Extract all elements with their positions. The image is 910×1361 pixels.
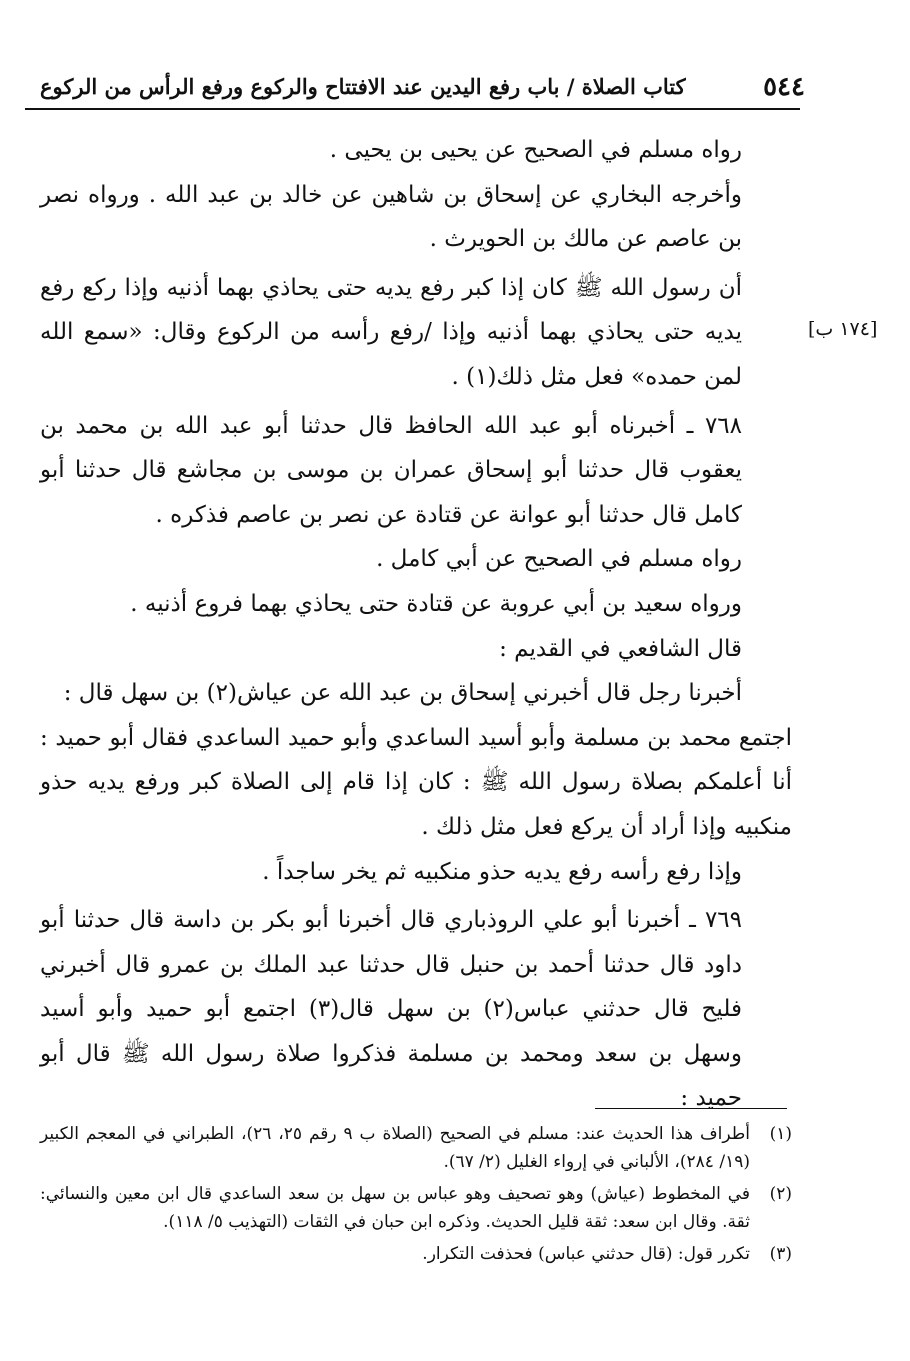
footnote — [40, 1120, 792, 1176]
footnote-number: (٣) — [769, 1244, 792, 1264]
paragraph: رواه مسلم في الصحيح عن أبي كامل . — [376, 546, 742, 573]
paragraph: وإذا رفع رأسه رفع يديه حذو منكبيه ثم يخر ساجداً . — [262, 858, 742, 885]
footnote-number: (١) — [769, 1124, 792, 1144]
footnote-text: أطراف هذا الحديث عند: مسلم في الصحيح (الصلاة ب ٩ رقم ٢٥، ٢٦)، الطبراني في المعجم الكبير (١٩/ ٢٨٤)، الألباني في إرواء الغليل (٢/ ٦٧). — [40, 1124, 751, 1172]
paragraph: أخبرنا رجل قال أخبرني إسحاق بن عبد الله عن عياش(٢) بن سهل قال : — [63, 680, 742, 707]
header-rule — [25, 108, 800, 110]
paragraph: قال الشافعي في القديم : — [499, 635, 742, 662]
paragraph: أن رسول الله ﷺ كان إذا كبر رفع يديه حتى يحاذي بهما أذنيه وإذا ركع رفع يديه حتى يحاذي بهما أذنيه وإذا /رفع رأسه من الركوع وقال: «سمع الله لمن حمده» فعل مثل ذلك(١) . — [40, 274, 742, 390]
running-title: كتاب الصلاة / باب رفع اليدين عند الافتتاح والركوع ورفع الرأس من الركوع — [40, 74, 686, 99]
footnote-text: في المخطوط (عياش) وهو تصحيف وهو عباس بن سهل بن سعد الساعدي قال ابن معين والنسائي: ثقة. وقال ابن سعد: ثقة قليل الحديث. وذكره ابن حبان في الثقات (التهذيب ٥/ ١١٨). — [40, 1184, 750, 1232]
footnote-rule — [595, 1108, 787, 1109]
hadith-768: ٧٦٨ ـ أخبرناه أبو عبد الله الحافظ قال حدثنا أبو عبد الله بن محمد بن يعقوب قال حدثنا أبو إسحاق عمران بن موسى بن مجاشع قال حدثنا أبو كامل قال حدثنا أبو عوانة عن قتادة عن نصر بن عاصم فذكره . — [40, 412, 742, 528]
footnote-text: تكرر قول: (قال حدثني عباس) فحذفت التكرار. — [422, 1244, 750, 1264]
paragraph: اجتمع محمد بن مسلمة وأبو أسيد الساعدي وأبو حميد الساعدي فقال أبو حميد : أنا أعلمكم بصلاة رسول الله ﷺ : كان إذا قام إلى الصلاة كبر ورفع يديه حذو منكبيه وإذا أراد أن يركع فعل مثل ذلك . — [40, 724, 792, 840]
body-text — [40, 128, 792, 1121]
manuscript-folio-note: [١٧٤ ب] — [808, 318, 878, 340]
footnote — [40, 1240, 792, 1268]
paragraph: وأخرجه البخاري عن إسحاق بن شاهين عن خالد بن عبد الله . ورواه نصر بن عاصم عن مالك بن الحويرث . — [40, 181, 742, 253]
paragraph: ورواه سعيد بن أبي عروبة عن قتادة حتى يحاذي بهما فروع أذنيه . — [130, 590, 742, 617]
footnotes — [40, 1120, 792, 1272]
footnote-number: (٢) — [769, 1184, 792, 1204]
hadith-769: ٧٦٩ ـ أخبرنا أبو علي الروذباري قال أخبرنا أبو بكر بن داسة قال حدثنا أبو داود قال حدثنا أحمد بن حنبل قال حدثنا عبد الملك بن عمرو قال أخبرني فليح قال حدثني عباس(٢) بن سهل قال(٣) اجتمع أبو حميد وأبو أسيد وسهل بن سعد ومحمد بن مسلمة فذكروا صلاة رسول الله ﷺ قال أبو حميد : — [40, 907, 742, 1112]
page-number: ٥٤٤ — [763, 72, 805, 102]
page-header — [40, 70, 805, 108]
paragraph: رواه مسلم في الصحيح عن يحيى بن يحيى . — [329, 137, 742, 163]
footnote — [40, 1180, 792, 1236]
